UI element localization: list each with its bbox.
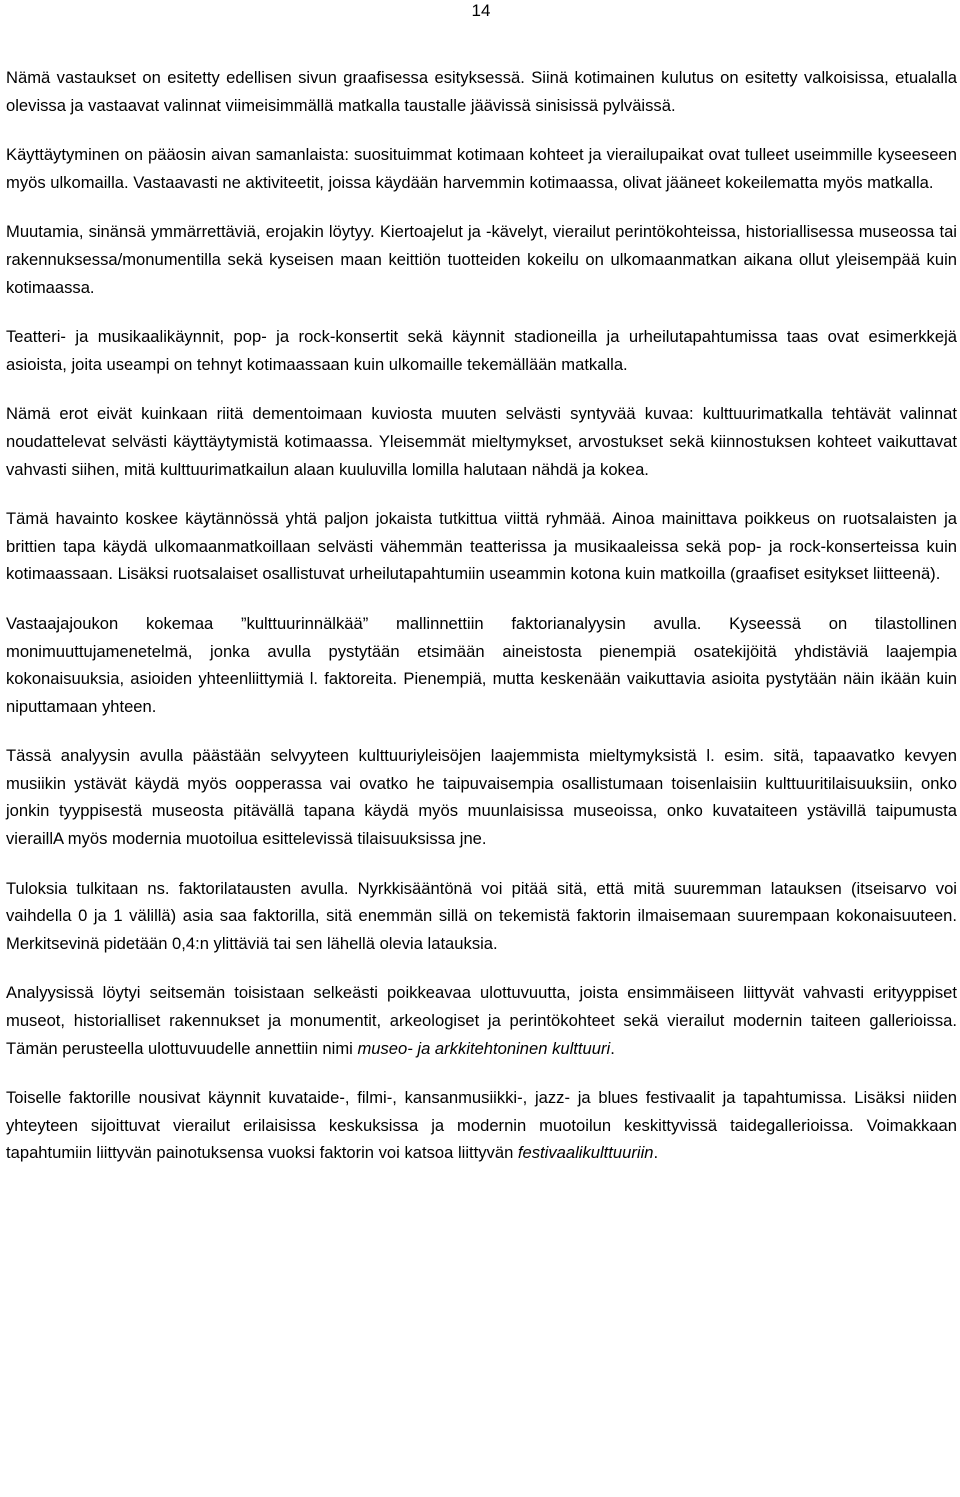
paragraph-10-emphasis: museo- ja arkkitehtoninen kulttuuri bbox=[357, 1038, 611, 1058]
document-body bbox=[6, 64, 957, 1189]
paragraph-11-end: . bbox=[653, 1143, 659, 1163]
paragraph-8: Tässä analyysin avulla päästään selvyyteen kulttuuriyleisöjen laajemmista mieltymyksistä l. esim. sitä, tapaavatko kevyen musiikin ystävät käydä myös oopperassa vai ovatko he taipuvaisempia osallistumaan toisenlaisiin kulttuuritilaisuuksiin, onko jonkin tyyppisestä museosta pitävällä tapana käydä myös muunlaisissa museoissa, onko kuvataiteen ystävillä taipumusta vieraillA myös modernia muotoilua esittelevissä tilaisuuksissa jne. bbox=[6, 746, 957, 849]
paragraph-10-end: . bbox=[610, 1038, 615, 1058]
paragraph-3: Muutamia, sinänsä ymmärrettäviä, erojakin löytyy. Kiertoajelut ja -kävelyt, vierailut perintökohteissa, historiallisessa museossa tai rakennuksessa/monumentilla sekä kyseisen maan keittiön tuotteiden kokeilu on ulkomaanmatkan aikana ollut yleisempää kuin kotimaassa. bbox=[6, 222, 957, 297]
paragraph-2: Käyttäytyminen on pääosin aivan samanlaista: suosituimmat kotimaan kohteet ja vierailupaikat ovat tulleet useimmille kyseeseen myös ulkomailla. Vastaavasti ne aktiviteetit, joissa käydään harvemmin kotimaassa, olivat jääneet kokeilematta myös matkalla. bbox=[6, 145, 957, 192]
page-number: 14 bbox=[471, 1, 491, 20]
paragraph-10-text: Analyysissä löytyi seitsemän toisistaan selkeästi poikkeavaa ulottuvuutta, joista ensimmäiseen liittyvät vahvasti erityyppiset museot, historialliset rakennukset ja monumentit, arkeologiset ja perintökohteet sekä vierailut modernin taiteen gallerioissa. Tämän perusteella ulottuvuudelle annettiin nimi bbox=[6, 983, 957, 1058]
paragraph-9: Tuloksia tulkitaan ns. faktorilatausten avulla. Nyrkkisääntönä voi pitää sitä, että mitä suuremman latauksen (itseisarvo voi vaihdella 0 ja 1 välillä) asia saa faktorilla, sitä enemmän sillä on tekemistä faktorin ilmaisemaan suurempaan kokonaisuuteen. Merkitsevinä pidetään 0,4:n ylittäviä tai sen lähellä olevia latauksia. bbox=[6, 878, 957, 953]
paragraph-7: Vastaajajoukon kokemaa ”kulttuurinnälkää” mallinnettiin faktorianalyysin avulla. Kyseessä on tilastollinen monimuuttujamenetelmä, jonka avulla pystytään etsimään aineistosta pienempiä osatekijöitä yhdistäviä laajempia kokonaisuuksia, asioiden yhteenliittymiä l. faktoreita. Pienempiä, mutta keskenään vaikuttavia asioita pystytään näin ikään kuin niputtamaan yhteen. bbox=[6, 613, 957, 716]
paragraph-5: Nämä erot eivät kuinkaan riitä dementoimaan kuviosta muuten selvästi syntyvää kuvaa: kulttuurimatkalla tehtävät valinnat noudattelevat selvästi käyttäytymistä kotimaassa. Yleisemmät mieltymykset, arvostukset sekä kiinnostuksen kohteet vaikuttavat vahvasti siihen, mitä kulttuurimatkailun alaan kuuluvilla lomilla halutaan nähdä ja kokea. bbox=[6, 404, 957, 479]
paragraph-1: Nämä vastaukset on esitetty edellisen sivun graafisessa esityksessä. Siinä kotimainen kulutus on esitetty valkoisissa, etualalla olevissa ja vastaavat valinnat viimeisimmällä matkalla taustalle jäävissä sinisissä pylväissä. bbox=[6, 68, 957, 115]
paragraph-6: Tämä havainto koskee käytännössä yhtä paljon jokaista tutkittua viittä ryhmää. Ainoa mainittava poikkeus on ruotsalaisten ja brittien tapa käydä ulkomaanmatkoillaan selvästi vähemmän teatterissa ja musikaaleissa sekä pop- ja rock-konserteissa kuin kotimaassaan. Lisäksi ruotsalaiset osallistuvat urheilutapahtumiin useammin kotona kuin matkoilla (graafiset esitykset liitteenä). bbox=[6, 509, 957, 584]
paragraph-11-text: Toiselle faktorille nousivat käynnit kuvataide-, filmi-, kansanmusiikki-, jazz- ja blues festivaalit ja tapahtumissa. Lisäksi niiden yhteyteen sijoittuvat vierailut erilaisissa keskuksissa ja modernin muotoilun keskittyvissä taidegallerioissa. Voimakkaan tapahtumiin liittyvän painotuksensa vuoksi faktorin voi katsoa liittyvän bbox=[6, 1088, 957, 1163]
paragraph-11-emphasis: festivaalikulttuuriin bbox=[517, 1143, 654, 1163]
paragraph-10 bbox=[6, 979, 957, 1062]
paragraph-4: Teatteri- ja musikaalikäynnit, pop- ja rock-konsertit sekä käynnit stadioneilla ja urheilutapahtumissa taas ovat esimerkkejä asioista, joita useampi on tehnyt kotimaassaan kuin ulkomaille tekemällään matkalla. bbox=[6, 327, 957, 374]
paragraph-11 bbox=[6, 1084, 957, 1167]
